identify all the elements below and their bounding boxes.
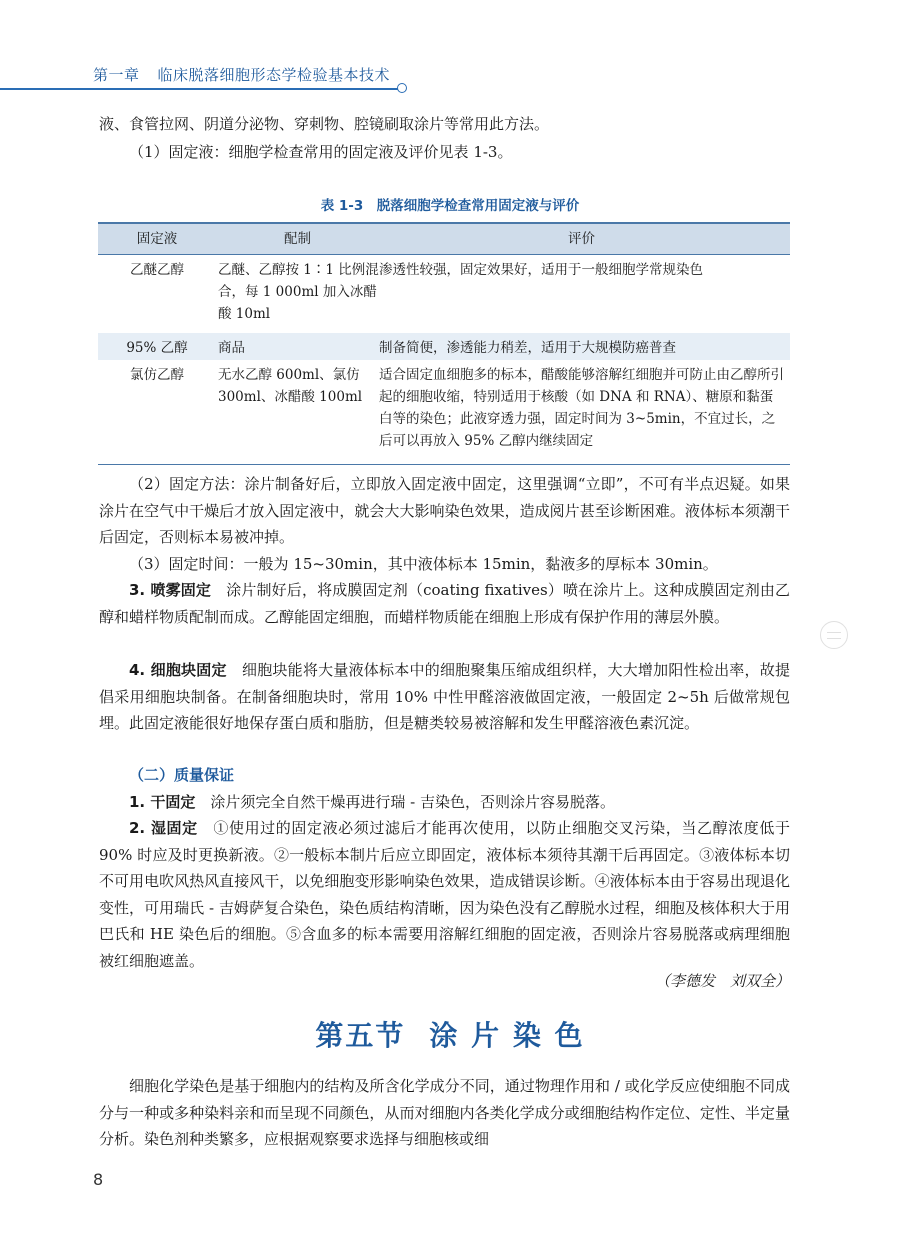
section-title	[0, 1014, 900, 1054]
table-cell-eval: 渗透性较强，固定效果好，适用于一般细胞学常规染色	[379, 262, 703, 278]
paragraph-body: 涂片须完全自然干燥再进行瑞 - 吉染色，否则涂片容易脱落。	[210, 793, 615, 811]
paragraph-body: 涂片制好后，将成膜固定剂（coating fixatives）喷在涂片上。这种成膜固定剂由乙醇和蜡样物质配制而成。乙醇能固定细胞，而蜡样物质能在细胞上形成有保护作用的薄层外膜。	[99, 581, 791, 626]
table-cell-eval: 制备简便，渗透能力稍差，适用于大规模防癌普查	[379, 340, 676, 356]
paragraph-heading: 1. 干固定	[129, 793, 196, 811]
page-number: 8	[93, 1170, 104, 1189]
paragraph-body: ①使用过的固定液必须过滤后才能再次使用，以防止细胞交叉污染，当乙醇浓度低于 90% 时应及时更换新液。②一般标本制片后应立即固定，液体标本须待其潮干后再固定。③液体标本切不可用电吹风热风直接风干，以免细胞变形影响染色效果，造成错误诊断。④液体标本由于容易出现退化变性，可用瑞氏 - 吉姆萨复合染色，染色质结构清晰，因为染色没有乙醇脱水过程，细胞及核体积大于用巴氏和 HE 染色后的细胞。⑤含血多的标本需要用溶解红细胞的固定液，否则涂片容易脱落或病理细胞被红细胞遮盖。	[99, 819, 790, 970]
paragraph-fixative-intro: （1）固定液：细胞学检查常用的固定液及评价见表 1-3。	[129, 143, 513, 161]
paragraph-staining-intro: 细胞化学染色是基于细胞内的结构及所含化学成分不同，通过物理作用和 / 或化学反应使细胞不同成分与一种或多种染料亲和而呈现不同颜色，从而对细胞内各类化学成分或细胞结构作定位、定性、半定量分析。染色剂种类繁多，应根据观察要求选择与细胞核或细	[99, 1077, 790, 1148]
paragraph-continued: 液、食管拉网、阴道分泌物、穿刺物、腔镜刷取涂片等常用此方法。	[99, 115, 550, 133]
table-caption: 表 1-3 脱落细胞学检查常用固定液与评价	[320, 198, 580, 214]
running-header	[93, 64, 390, 85]
table-row	[98, 333, 790, 360]
section-name: 涂 片 染 色	[429, 1019, 585, 1052]
header-rule	[0, 88, 398, 90]
table-cell-prep: 无水乙醇 600ml、氯仿 300ml、冰醋酸 100ml	[218, 367, 363, 405]
table-header-row	[98, 224, 790, 255]
table-header-cell: 固定液	[136, 231, 178, 247]
table-cell-name: 乙醚乙醇	[130, 262, 184, 278]
table-cell-prep: 乙醚、乙醇按 1∶1 比例混合，每 1 000ml 加入冰醋酸 10ml	[218, 262, 379, 322]
chapter-title: 临床脱落细胞形态学检验基本技术	[157, 66, 391, 84]
table-header-cell: 评价	[568, 231, 595, 247]
paragraph-heading: 2. 湿固定	[129, 819, 198, 837]
section-number: 第五节	[315, 1019, 406, 1052]
paragraph-dry-fixation	[99, 789, 790, 816]
table-row	[98, 360, 790, 464]
author-credit: （李德发 刘双全）	[654, 972, 790, 990]
paragraph-heading: 4. 细胞块固定	[129, 661, 227, 679]
header-circle-icon	[397, 83, 407, 93]
table-cell-prep: 商品	[218, 340, 245, 356]
chapter-number: 第一章	[93, 66, 140, 84]
table-cell-eval: 适合固定血细胞多的标本，醋酸能够溶解红细胞并可防止由乙醇所引起的细胞收缩，特别适用于核酸（如 DNA 和 RNA）、糖原和黏蛋白等的染色；此液穿透力强，固定时间为 3~5min，不宜过长，之后可以再放入 95% 乙醇内继续固定	[379, 367, 784, 449]
paragraph-fixation-method: （2）固定方法：涂片制备好后，立即放入固定液中固定，这里强调“立即”，不可有半点迟疑。如果涂片在空气中干燥后才放入固定液中，就会大大影响染色效果，造成阅片甚至诊断困难。液体标本须潮干后固定，否则标本易被冲掉。	[99, 475, 790, 546]
publisher-watermark-icon	[820, 621, 848, 649]
table-cell-name: 95% 乙醇	[126, 340, 188, 356]
fixative-table	[98, 222, 790, 465]
paragraph-wet-fixation	[99, 815, 790, 974]
sub-heading-quality: （二）质量保证	[129, 766, 235, 784]
paragraph-spray-fixation	[99, 577, 790, 630]
paragraph-body: 细胞块能将大量液体标本中的细胞聚集压缩成组织样，大大增加阳性检出率，故提倡采用细胞块制备。在制备细胞块时，常用 10% 中性甲醛溶液做固定液，一般固定 2~5h 后做常规包埋。此固定液能很好地保存蛋白质和脂肪，但是糖类较易被溶解和发生甲醛溶液色素沉淀。	[99, 661, 790, 732]
paragraph-fixation-time: （3）固定时间：一般为 15~30min，其中液体标本 15min，黏液多的厚标本 30min。	[129, 555, 718, 573]
paragraph-cell-block	[99, 657, 790, 737]
table-header-cell: 配制	[284, 231, 311, 247]
paragraph-heading: 3. 喷雾固定	[129, 581, 212, 599]
table-row	[98, 255, 790, 333]
table-cell-name: 氯仿乙醇	[130, 367, 184, 383]
